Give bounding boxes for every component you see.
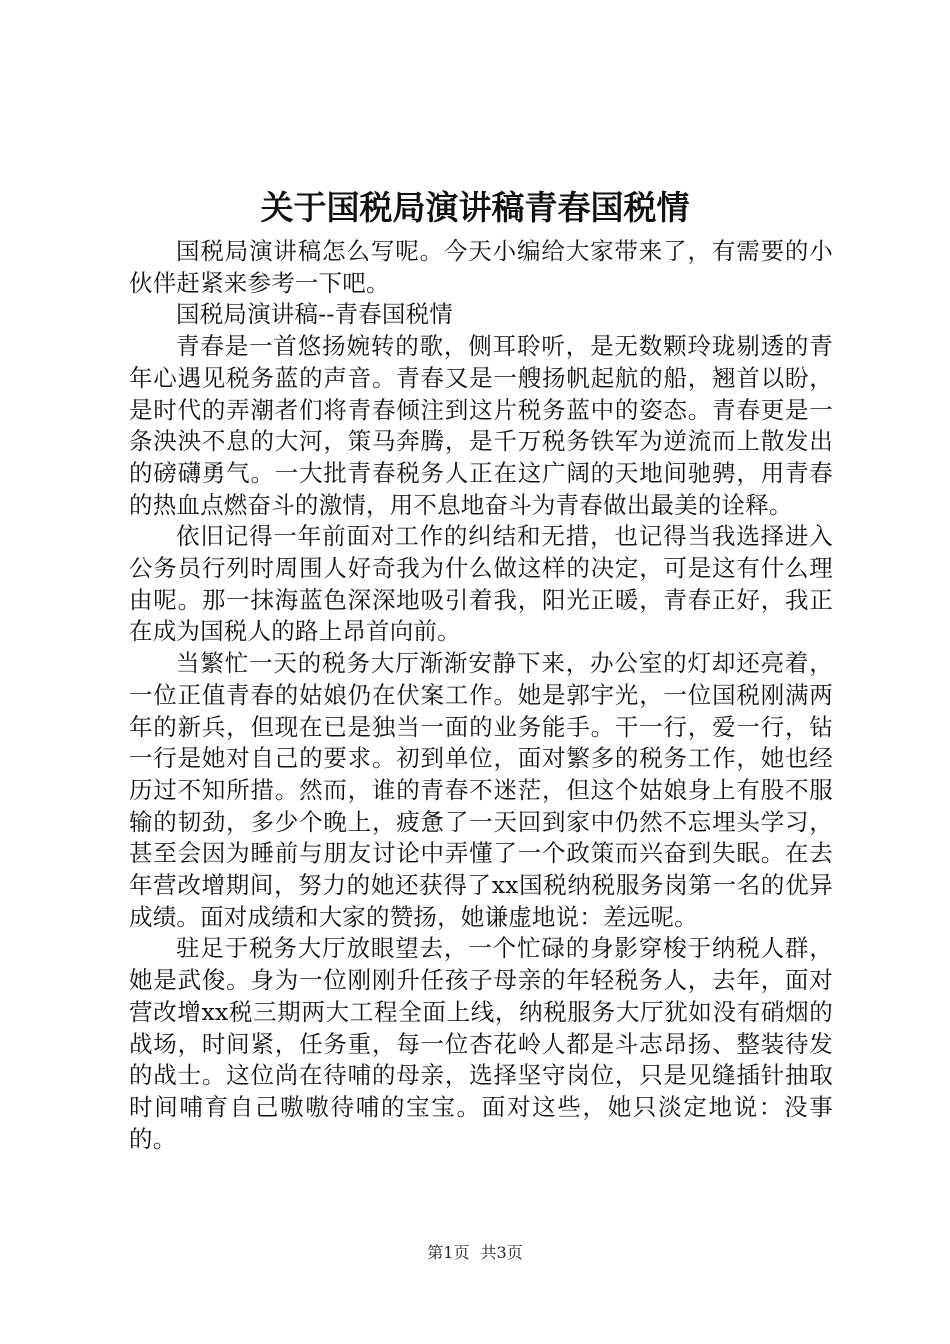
paragraph: 依旧记得一年前面对工作的纠结和无措，也记得当我选择进入公务员行列时周围人好奇我为什么做这样的决定，可是这有什么理由呢。那一抹海蓝色深深地吸引着我，阳光正暖，青春正好，我正在成为国税人的路上昂首向前。: [129, 522, 833, 646]
page-number: 第1页: [427, 1243, 470, 1262]
paragraph: 青春是一首悠扬婉转的歌，侧耳聆听，是无数颗玲珑剔透的青年心遇见税务蓝的声音。青春又是一艘扬帆起航的船，翘首以盼，是时代的弄潮者们将青春倾注到这片税务蓝中的姿态。青春更是一条泱泱不息的大河，策马奔腾，是千万税务铁军为逆流而上散发出的磅礴勇气。一大批青春税务人正在这广阔的天地间驰骋，用青春的热血点燃奋斗的激情，用不息地奋斗为青春做出最美的诠释。: [129, 332, 833, 519]
page-total: 共3页: [480, 1243, 523, 1262]
document-title: 关于国税局演讲稿青春国税情: [260, 188, 690, 227]
document-body: [129, 236, 833, 1155]
paragraph: 驻足于税务大厅放眼望去，一个忙碌的身影穿梭于纳税人群，她是武俊。身为一位刚刚升任孩子母亲的年轻税务人，去年，面对营改增xx税三期两大工程全面上线，纳税服务大厅犹如没有硝烟的战场，时间紧，任务重，每一位杏花岭人都是斗志昂扬、整装待发的战士。这位尚在待哺的母亲，选择坚守岗位，只是见缝插针抽取时间哺育自己嗷嗷待哺的宝宝。面对这些，她只淡定地说：没事的。: [129, 934, 833, 1153]
paragraph-intro: 国税局演讲稿怎么写呢。今天小编给大家带来了，有需要的小伙伴赶紧来参考一下吧。: [129, 237, 833, 297]
paragraph-subtitle: 国税局演讲稿--青春国税情: [176, 300, 453, 329]
page-footer: [0, 1243, 950, 1263]
paragraph: 当繁忙一天的税务大厅渐渐安静下来，办公室的灯却还亮着，一位正值青春的姑娘仍在伏案工作。她是郭宇光，一位国税刚满两年的新兵，但现在已是独当一面的业务能手。干一行，爱一行，钻一行是她对自己的要求。初到单位，面对繁多的税务工作，她也经历过不知所措。然而，谁的青春不迷茫，但这个姑娘身上有股不服输的韧劲，多少个晚上，疲惫了一天回到家中仍然不忘埋头学习，甚至会因为睡前与朋友讨论中弄懂了一个政策而兴奋到失眠。在去年营改增期间，努力的她还获得了xx国税纳税服务岗第一名的优异成绩。面对成绩和大家的赞扬，她谦虚地说：差远呢。: [129, 649, 833, 931]
